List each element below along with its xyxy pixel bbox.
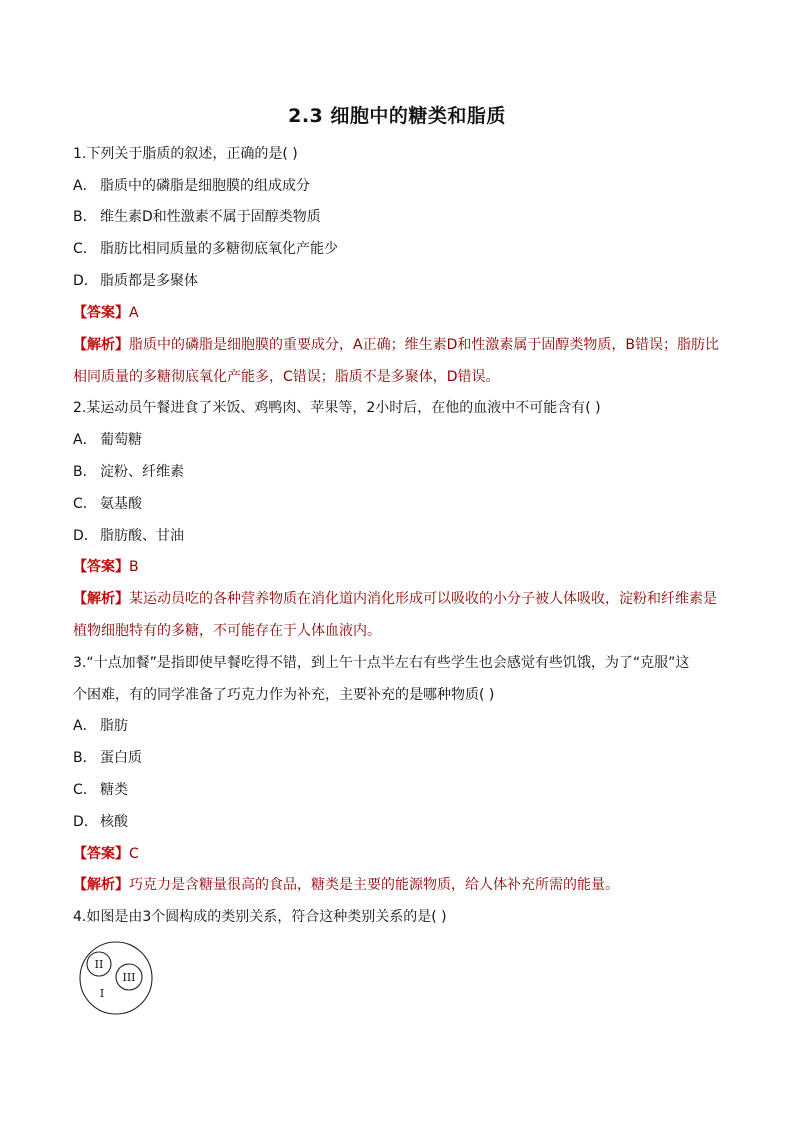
option-text: 氨基酸 xyxy=(100,496,142,512)
answer-value: C xyxy=(129,846,139,862)
option-text: 核酸 xyxy=(100,814,128,830)
analysis-text: 巧克力是含糖量很高的食品，糖类是主要的能源物质，给人体补充所需的能量。 xyxy=(129,877,619,893)
option-text: 蛋白质 xyxy=(100,750,142,766)
answer-value: B xyxy=(129,559,139,575)
q3-stem-line1: 3.“十点加餐”是指即使早餐吃得不错，到上午十点半左右有些学生也会感觉有些饥饿，为了“克服”这 xyxy=(73,655,690,671)
q1-stem: 1.下列关于脂质的叙述，正确的是( ) xyxy=(73,146,298,162)
answer-tag: 【答案】 xyxy=(73,305,129,321)
q4-stem: 4.如图是由3个圆构成的类别关系，符合这种类别关系的是( ) xyxy=(73,909,447,925)
q2-stem: 2.某运动员午餐进食了米饭、鸡鸭肉、苹果等，2小时后，在他的血液中不可能含有( ) xyxy=(73,400,601,416)
option-letter: C． xyxy=(73,782,97,798)
q2-analysis-line1 xyxy=(73,589,717,609)
analysis-text: 某运动员吃的各种营养物质在消化道内消化形成可以吸收的小分子被人体吸收，淀粉和纤维素是 xyxy=(129,591,717,607)
answer-tag: 【答案】 xyxy=(73,846,129,862)
q3-option-a xyxy=(73,716,128,736)
option-text: 脂肪酸、甘油 xyxy=(100,528,184,544)
option-letter: A． xyxy=(73,178,97,194)
option-letter: B． xyxy=(73,750,97,766)
option-text: 葡萄糖 xyxy=(100,432,142,448)
q3-option-d xyxy=(73,812,128,832)
q2-option-a xyxy=(73,430,142,450)
analysis-tag: 【解析】 xyxy=(73,591,129,607)
analysis-tag: 【解析】 xyxy=(73,337,129,353)
option-letter: C． xyxy=(73,496,97,512)
option-text: 脂肪 xyxy=(100,718,128,734)
label-iii: III xyxy=(122,971,136,984)
q2-analysis-line2: 植物细胞特有的多糖，不可能存在于人体血液内。 xyxy=(73,623,381,639)
analysis-text: 脂质中的磷脂是细胞膜的重要成分，A正确；维生素D和性激素属于固醇类物质，B错误；脂肪比 xyxy=(129,337,719,353)
q1-option-d xyxy=(73,271,198,291)
q3-analysis-line1 xyxy=(73,875,619,895)
q1-option-b xyxy=(73,207,321,227)
option-letter: D． xyxy=(73,814,98,830)
q1-option-a xyxy=(73,176,310,196)
q3-option-b xyxy=(73,748,142,768)
q1-analysis-line2: 相同质量的多糖彻底氧化产能多，C错误；脂质不是多聚体，D错误。 xyxy=(73,369,500,385)
option-text: 脂质中的磷脂是细胞膜的组成成分 xyxy=(100,178,310,194)
option-text: 淀粉、纤维素 xyxy=(100,464,184,480)
label-i: I xyxy=(99,987,105,1000)
page-title: 2.3 细胞中的糖类和脂质 xyxy=(288,105,506,127)
q1-option-c xyxy=(73,239,338,259)
venn-circles-figure xyxy=(72,936,168,1016)
option-text: 脂质都是多聚体 xyxy=(100,273,198,289)
option-text: 维生素D和性激素不属于固醇类物质 xyxy=(100,209,321,225)
q2-option-d xyxy=(73,526,184,546)
q2-answer xyxy=(73,557,139,577)
answer-value: A xyxy=(129,305,139,321)
q2-option-b xyxy=(73,462,184,482)
answer-tag: 【答案】 xyxy=(73,559,129,575)
q1-answer xyxy=(73,303,139,323)
option-letter: B． xyxy=(73,209,97,225)
option-letter: D． xyxy=(73,273,98,289)
option-letter: A． xyxy=(73,432,97,448)
option-letter: C． xyxy=(73,241,97,257)
option-letter: D． xyxy=(73,528,98,544)
option-letter: B． xyxy=(73,464,97,480)
q2-option-c xyxy=(73,494,142,514)
q3-answer xyxy=(73,844,139,864)
option-text: 糖类 xyxy=(100,782,128,798)
q1-analysis-line1 xyxy=(73,335,719,355)
label-ii: II xyxy=(94,958,104,971)
analysis-tag: 【解析】 xyxy=(73,877,129,893)
q3-option-c xyxy=(73,780,128,800)
option-text: 脂肪比相同质量的多糖彻底氧化产能少 xyxy=(100,241,338,257)
q3-stem-line2: 个困难，有的同学准备了巧克力作为补充，主要补充的是哪种物质( ) xyxy=(73,687,495,703)
option-letter: A． xyxy=(73,718,97,734)
